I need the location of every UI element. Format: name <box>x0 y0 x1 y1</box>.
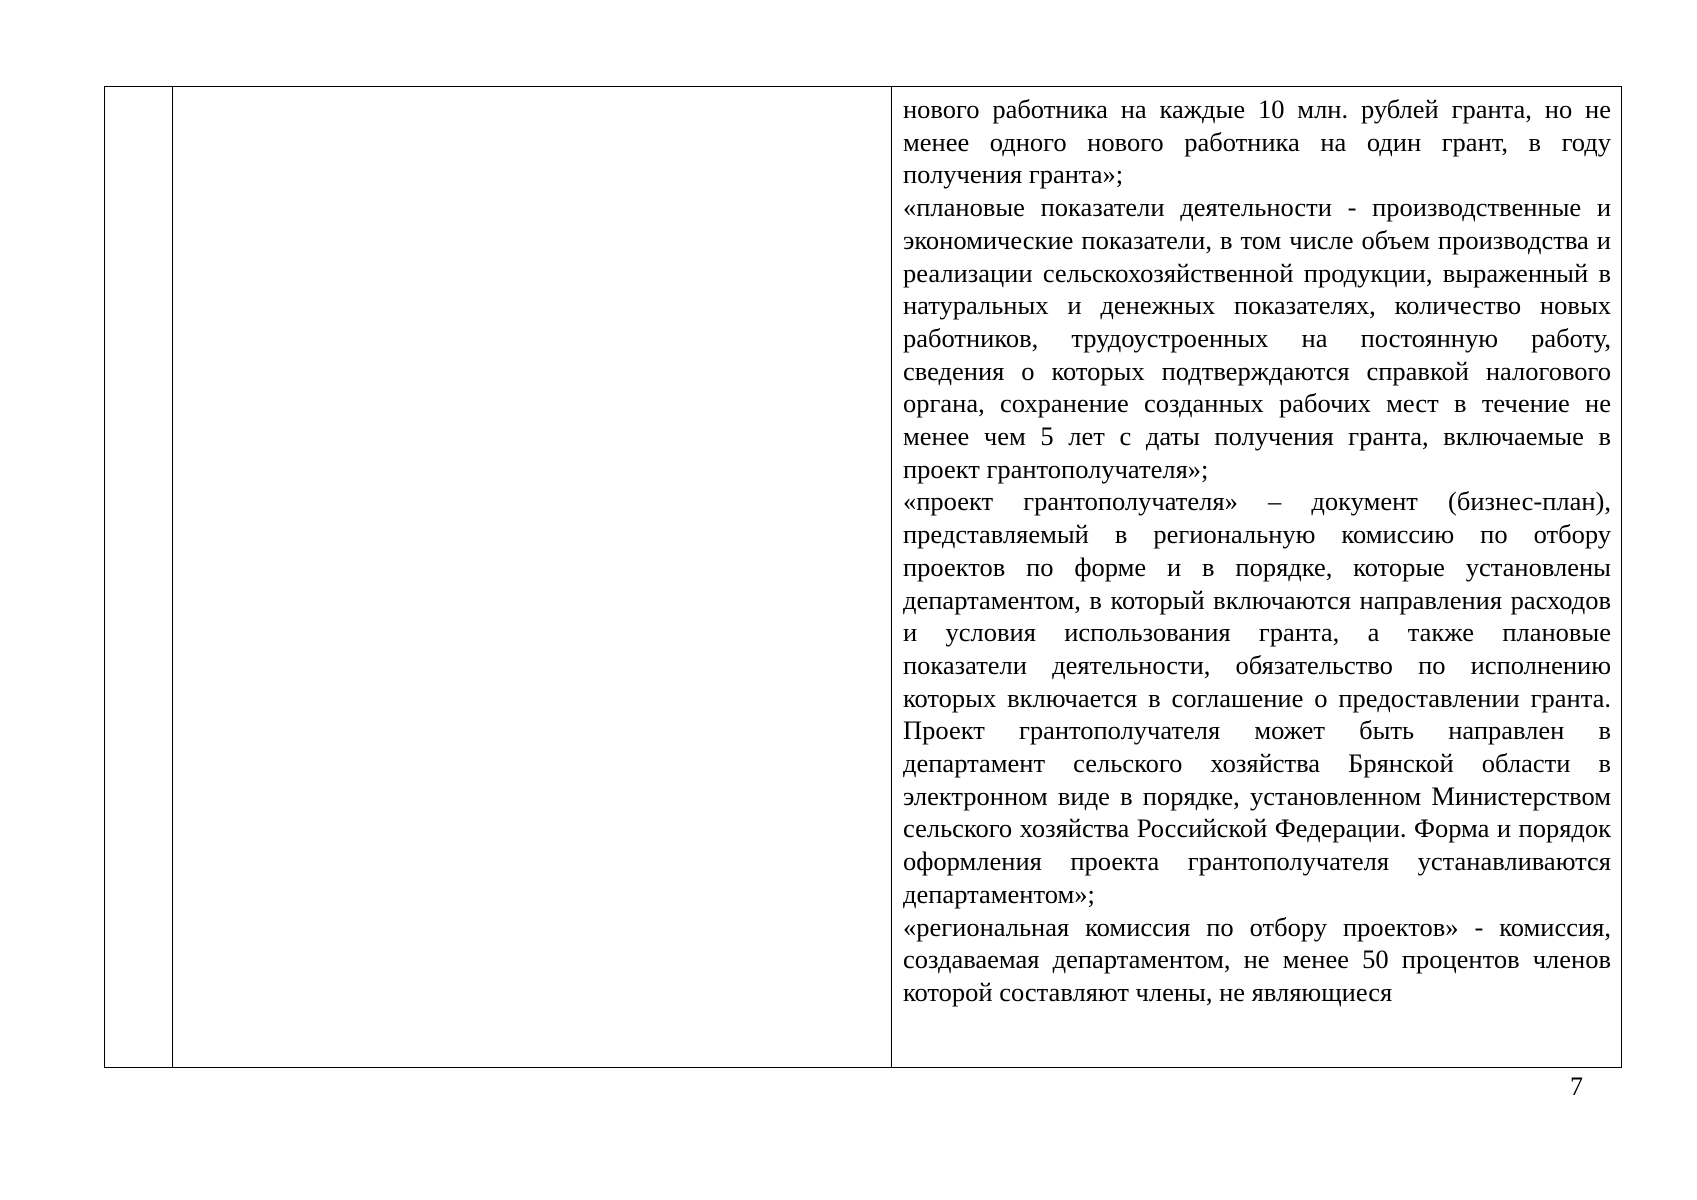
table-column-number <box>105 87 173 1067</box>
paragraph: «проект грантополучателя» – документ (бизнес-план), представляемый в региональную комиссию по отбору проектов по форме и в порядке, которые установлены департаментом, в который включаются направления расходов и условия использования гранта, а также плановые показатели деятельности, обязательство по исполнению которых включается в соглашение о предоставлении гранта. Проект грантополучателя может быть направлен в департамент сельского хозяйства Брянской области в электронном виде в порядке, установленном Министерством сельского хозяйства Российской Федерации. Форма и порядок оформления проекта грантополучателя устанавливаются департаментом»; <box>903 486 1611 909</box>
paragraph: «региональная комиссия по отбору проектов» - комиссия, создаваемая департаментом, не менее 50 процентов членов которой составляют члены, не являющиеся <box>903 911 1611 1007</box>
paragraph: «плановые показатели деятельности - производственные и экономические показатели, в том числе объем производства и реализации сельскохозяйственной продукции, выраженный в натуральных и денежных показателях, количество новых работников, трудоустроенных на постоянную работу, сведения о которых подтверждаются справкой налогового органа, сохранение созданных рабочих мест в течение не менее чем 5 лет с даты получения гранта, включаемые в проект грантополучателя»; <box>903 192 1611 484</box>
table-column-text <box>892 87 1621 1067</box>
document-table <box>104 86 1622 1068</box>
table-column-middle <box>173 87 892 1067</box>
page-number: 7 <box>1570 1072 1583 1101</box>
paragraph: нового работника на каждые 10 млн. рублей гранта, но не менее одного нового работника на один грант, в году получения гранта»; <box>903 94 1611 190</box>
